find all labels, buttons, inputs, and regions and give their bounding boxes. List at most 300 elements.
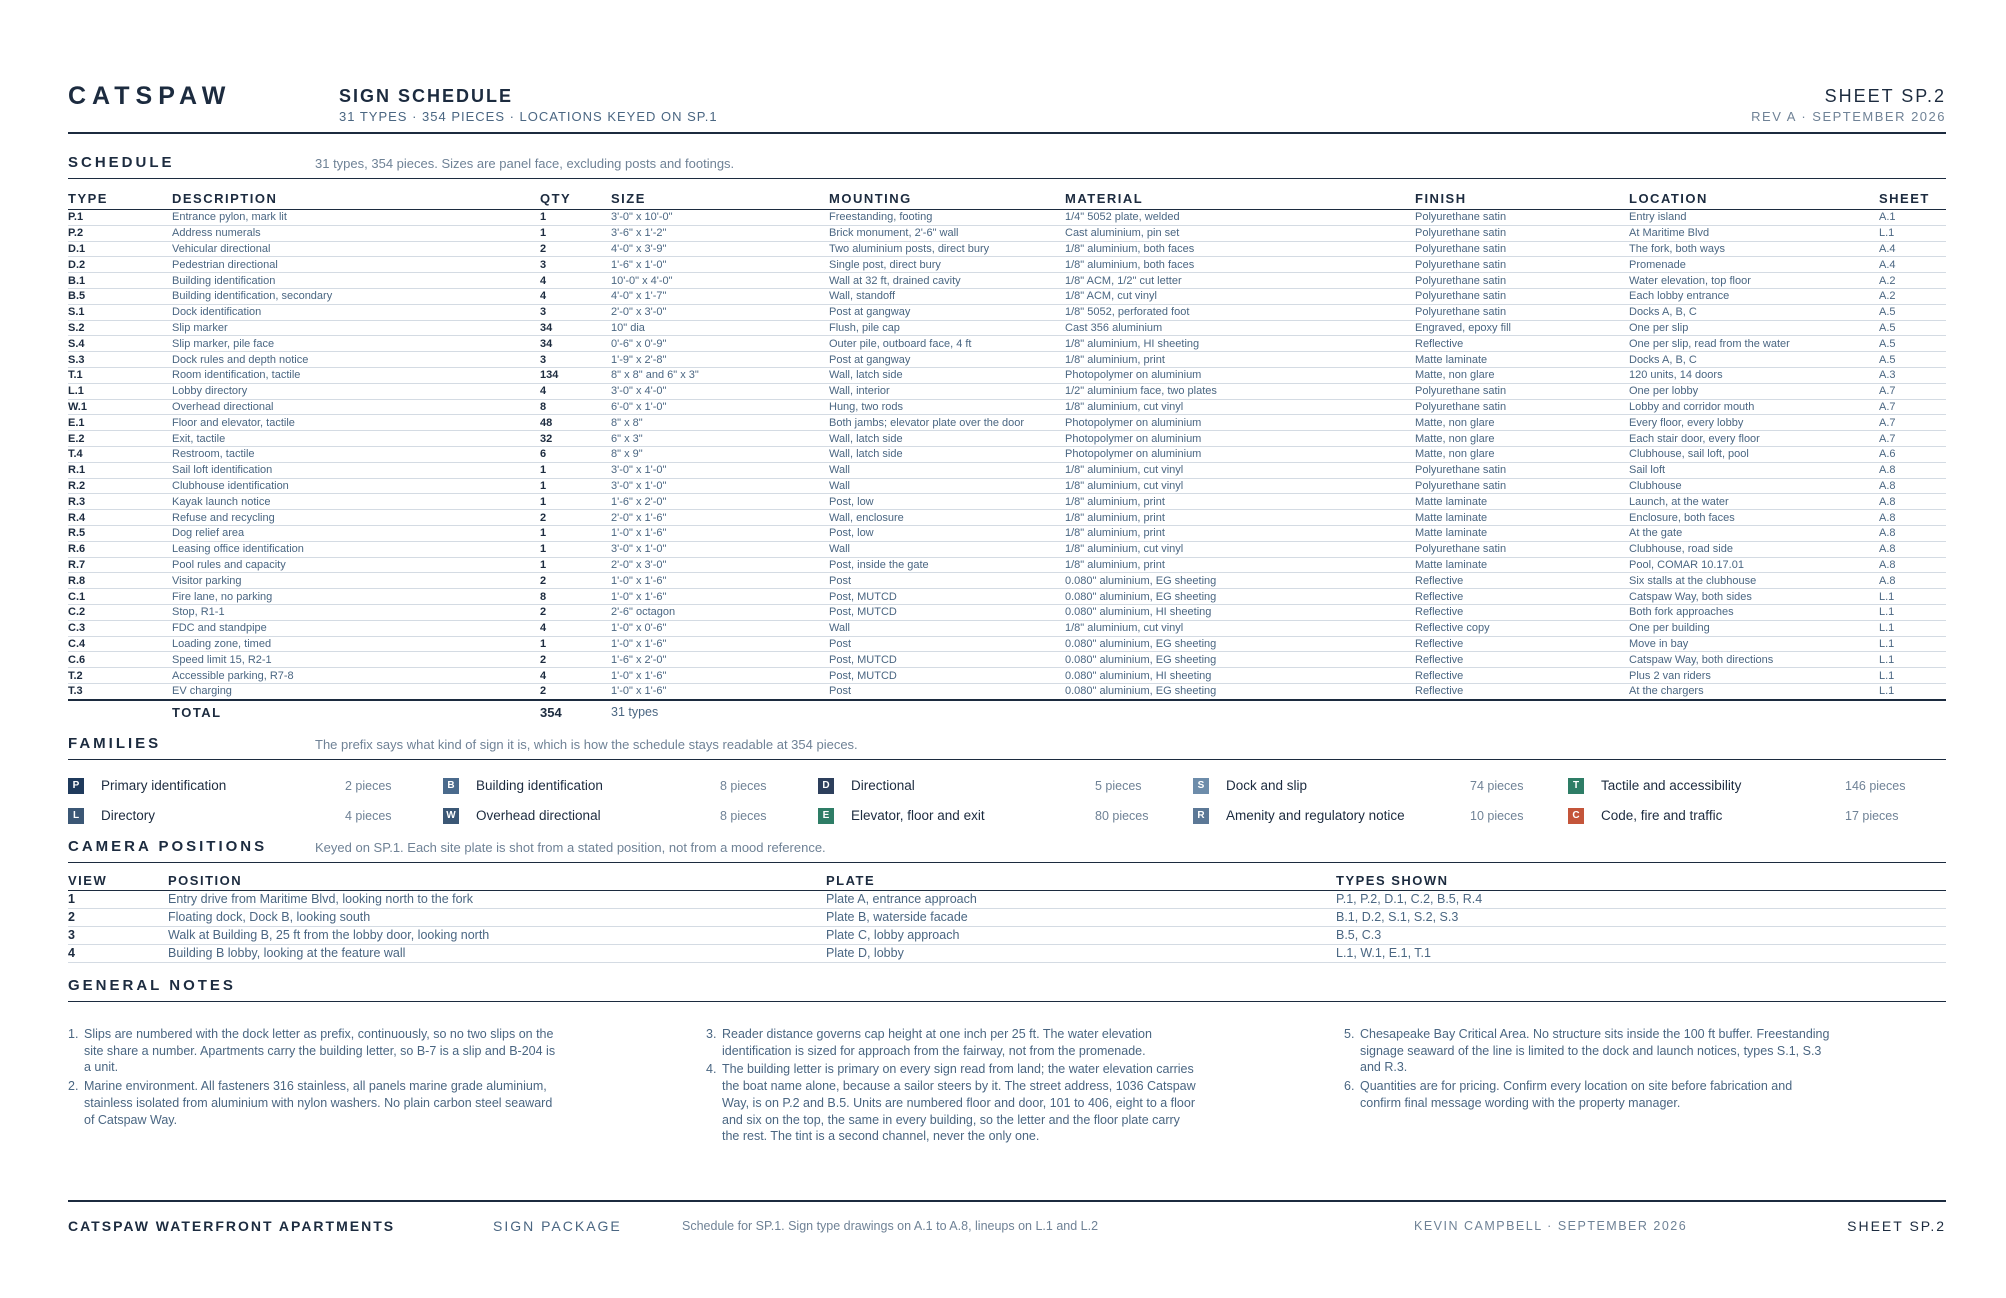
- description-cell: FDC and standpipe: [172, 620, 540, 636]
- table-row: [68, 399, 1946, 415]
- table-row: [68, 383, 1946, 399]
- type-code: T.4: [68, 448, 83, 461]
- table-row: [68, 478, 1946, 494]
- sheet-cell: A.8: [1879, 494, 1946, 510]
- camera-header: [68, 838, 1946, 862]
- table-row: [68, 320, 1946, 336]
- section-note: Keyed on SP.1. Each site plate is shot from a stated position, not from a mood reference.: [315, 839, 826, 855]
- type-code: E.2: [68, 432, 85, 445]
- mounting-cell: Post, MUTCD: [829, 604, 1065, 620]
- family-name: Directory: [101, 807, 156, 823]
- mounting-cell: Post at gangway: [829, 352, 1065, 368]
- notes-column: [1344, 1026, 1834, 1114]
- type-cell: [68, 573, 172, 589]
- type-code: T.2: [68, 669, 83, 682]
- size-cell: 1'-6" x 1'-0": [611, 257, 829, 273]
- qty-cell: 2: [540, 241, 611, 257]
- footer-author: KEVIN CAMPBELL · SEPTEMBER 2026: [1414, 1219, 1688, 1233]
- type-cell: [68, 510, 172, 526]
- table-row: [68, 604, 1946, 620]
- type-cell: [68, 589, 172, 605]
- column-header: PLATE: [826, 873, 1336, 891]
- sheet: [68, 82, 1946, 1216]
- column-header: VIEW: [68, 873, 168, 891]
- sheet-cell: A.5: [1879, 352, 1946, 368]
- table-row: [68, 926, 1946, 944]
- family-badge: L: [68, 808, 84, 824]
- material-cell: 0.080" aluminium, HI sheeting: [1065, 604, 1415, 620]
- family-badge: W: [443, 808, 459, 824]
- sheet-cell: A.7: [1879, 415, 1946, 431]
- table-row: [68, 415, 1946, 431]
- finish-cell: Matte laminate: [1415, 494, 1629, 510]
- camera-table: [68, 873, 1946, 963]
- location-cell: Clubhouse: [1629, 478, 1879, 494]
- table-row: [68, 288, 1946, 304]
- document-subtitle: 31 TYPES · 354 PIECES · LOCATIONS KEYED ON SP.1: [339, 109, 718, 124]
- finish-cell: Reflective: [1415, 573, 1629, 589]
- qty-cell: 134: [540, 367, 611, 383]
- mounting-cell: Wall, latch side: [829, 446, 1065, 462]
- finish-cell: Reflective: [1415, 668, 1629, 684]
- location-cell: Enclosure, both faces: [1629, 510, 1879, 526]
- finish-cell: Polyurethane satin: [1415, 462, 1629, 478]
- finish-cell: Reflective: [1415, 652, 1629, 668]
- table-row: [68, 944, 1946, 962]
- qty-cell: 2: [540, 683, 611, 699]
- location-cell: Pool, COMAR 10.17.01: [1629, 557, 1879, 573]
- note-item: [68, 1026, 558, 1076]
- table-row: [68, 683, 1946, 699]
- material-cell: 0.080" aluminium, EG sheeting: [1065, 636, 1415, 652]
- material-cell: 1/8" aluminium, cut vinyl: [1065, 620, 1415, 636]
- location-cell: Sail loft: [1629, 462, 1879, 478]
- size-cell: 2'-0" x 3'-0": [611, 557, 829, 573]
- family-count: 80 pieces: [1095, 808, 1149, 823]
- logo: CATSPAW: [68, 82, 232, 110]
- size-cell: 1'-0" x 1'-6": [611, 573, 829, 589]
- note-number: 4.: [706, 1062, 717, 1077]
- note-text: The building letter is primary on every sign read from land; the water elevation carries the boat name alone, because a sailor steers by it. The street address, 1036 Catspaw Way, is on P.2 and B.5. Units are numbered floor and door, 101 to 406, eight to a floor and six on the top, the same in every building, so the letter and the floor plate carry the rest. The tint is a second channel, never the only one.: [722, 1062, 1196, 1144]
- mounting-cell: Freestanding, footing: [829, 210, 1065, 226]
- note-text: Slips are numbered with the dock letter as prefix, continuously, so no two slips on the site share a number. Apartments carry the building letter, so B-7 is a slip and B-204 is a unit.: [84, 1026, 556, 1075]
- description-cell: Accessible parking, R7-8: [172, 668, 540, 684]
- type-cell: [68, 352, 172, 368]
- table-row: [68, 908, 1946, 926]
- size-cell: 8" x 8" and 6" x 3": [611, 367, 829, 383]
- description-cell: Loading zone, timed: [172, 636, 540, 652]
- table-row: [68, 225, 1946, 241]
- size-cell: 6'-0" x 1'-0": [611, 399, 829, 415]
- type-code: P.1: [68, 211, 84, 224]
- description-cell: Lobby directory: [172, 383, 540, 399]
- family-badge: P: [68, 778, 84, 794]
- size-cell: 1'-6" x 2'-0": [611, 652, 829, 668]
- table-row: [68, 620, 1946, 636]
- mounting-cell: Wall, latch side: [829, 367, 1065, 383]
- qty-cell: 3: [540, 257, 611, 273]
- description-cell: Fire lane, no parking: [172, 589, 540, 605]
- qty-cell: 2: [540, 652, 611, 668]
- size-cell: 1'-0" x 1'-6": [611, 668, 829, 684]
- material-cell: 1/8" aluminium, print: [1065, 494, 1415, 510]
- description-cell: Dog relief area: [172, 525, 540, 541]
- type-code: D.2: [68, 258, 86, 271]
- mounting-cell: Post: [829, 636, 1065, 652]
- location-cell: Docks A, B, C: [1629, 352, 1879, 368]
- type-cell: [68, 273, 172, 289]
- type-cell: [68, 257, 172, 273]
- material-cell: Photopolymer on aluminium: [1065, 415, 1415, 431]
- size-cell: 1'-0" x 1'-6": [611, 636, 829, 652]
- family-item: [1568, 778, 1938, 796]
- type-cell: [68, 399, 172, 415]
- mounting-cell: Post, inside the gate: [829, 557, 1065, 573]
- finish-cell: Matte laminate: [1415, 510, 1629, 526]
- column-header: TYPES SHOWN: [1336, 873, 1946, 891]
- finish-cell: Matte, non glare: [1415, 415, 1629, 431]
- family-name: Overhead directional: [476, 807, 601, 823]
- type-code: E.1: [68, 416, 85, 429]
- material-cell: 0.080" aluminium, EG sheeting: [1065, 573, 1415, 589]
- note-text: Reader distance governs cap height at one inch per 25 ft. The water elevation identification is sized for approach from the fairway, not from the promenade.: [722, 1026, 1152, 1058]
- family-item: [68, 808, 438, 826]
- sheet-cell: A.6: [1879, 446, 1946, 462]
- material-cell: Cast aluminium, pin set: [1065, 225, 1415, 241]
- family-count: 17 pieces: [1845, 808, 1899, 823]
- notes-column: [68, 1026, 558, 1131]
- table-row: [68, 431, 1946, 447]
- table-row: [68, 573, 1946, 589]
- finish-cell: Polyurethane satin: [1415, 225, 1629, 241]
- type-code: R.1: [68, 464, 86, 477]
- size-cell: 3'-0" x 1'-0": [611, 478, 829, 494]
- family-badge: E: [818, 808, 834, 824]
- family-name: Code, fire and traffic: [1601, 807, 1723, 823]
- type-cell: [68, 636, 172, 652]
- mounting-cell: Outer pile, outboard face, 4 ft: [829, 336, 1065, 352]
- description-cell: Pool rules and capacity: [172, 557, 540, 573]
- location-cell: One per slip, read from the water: [1629, 336, 1879, 352]
- location-cell: One per lobby: [1629, 383, 1879, 399]
- table-row: [68, 210, 1946, 226]
- type-cell: [68, 462, 172, 478]
- mounting-cell: Post, MUTCD: [829, 652, 1065, 668]
- type-code: T.1: [68, 369, 83, 382]
- location-cell: Move in bay: [1629, 636, 1879, 652]
- finish-cell: Matte laminate: [1415, 557, 1629, 573]
- family-badge: T: [1568, 778, 1584, 794]
- qty-cell: 3: [540, 352, 611, 368]
- camera-header-row: [68, 873, 1946, 891]
- family-badge: D: [818, 778, 834, 794]
- total-types: 31 types: [611, 704, 659, 719]
- mounting-cell: Post: [829, 683, 1065, 699]
- mounting-cell: Post: [829, 573, 1065, 589]
- finish-cell: Reflective: [1415, 589, 1629, 605]
- type-code: R.5: [68, 527, 86, 540]
- family-name: Primary identification: [101, 777, 227, 793]
- material-cell: 1/8" aluminium, HI sheeting: [1065, 336, 1415, 352]
- note-item: [706, 1061, 1196, 1145]
- column-header: QTY: [540, 191, 611, 210]
- family-badge: B: [443, 778, 459, 794]
- family-item: [1193, 808, 1563, 826]
- family-count: 8 pieces: [720, 778, 767, 793]
- family-count: 5 pieces: [1095, 778, 1142, 793]
- section-rule: [68, 1001, 1946, 1002]
- finish-cell: Engraved, epoxy fill: [1415, 320, 1629, 336]
- sheet-cell: A.8: [1879, 525, 1946, 541]
- material-cell: 1/8" aluminium, print: [1065, 525, 1415, 541]
- section-rule: [68, 862, 1946, 863]
- type-code: C.4: [68, 637, 86, 650]
- title-block: [68, 82, 1946, 132]
- location-cell: Every floor, every lobby: [1629, 415, 1879, 431]
- section-rule: [68, 759, 1946, 760]
- note-text: Marine environment. All fasteners 316 stainless, all panels marine grade aluminium, stainless isolated from aluminium with nylon washers. No plain carbon steel seaward of Catspaw Way.: [84, 1079, 553, 1127]
- type-cell: [68, 668, 172, 684]
- type-code: L.1: [68, 385, 84, 398]
- description-cell: EV charging: [172, 683, 540, 699]
- note-text: Quantities are for pricing. Confirm every location on site before fabrication and confirm final message wording with the property manager.: [1360, 1079, 1793, 1110]
- mounting-cell: Wall: [829, 478, 1065, 494]
- location-cell: Clubhouse, sail loft, pool: [1629, 446, 1879, 462]
- material-cell: 0.080" aluminium, HI sheeting: [1065, 668, 1415, 684]
- sheet-cell: L.1: [1879, 589, 1946, 605]
- view-cell: 2: [68, 908, 168, 926]
- location-cell: 120 units, 14 doors: [1629, 367, 1879, 383]
- sheet-cell: A.8: [1879, 462, 1946, 478]
- sheet-cell: A.2: [1879, 273, 1946, 289]
- mounting-cell: Wall at 32 ft, drained cavity: [829, 273, 1065, 289]
- section-note: 31 types, 354 pieces. Sizes are panel face, excluding posts and footings.: [315, 156, 735, 171]
- size-cell: 3'-0" x 4'-0": [611, 383, 829, 399]
- sheet-cell: L.1: [1879, 604, 1946, 620]
- qty-cell: 1: [540, 210, 611, 226]
- family-badge: C: [1568, 808, 1584, 824]
- mounting-cell: Post, low: [829, 494, 1065, 510]
- family-count: 146 pieces: [1845, 778, 1906, 793]
- qty-cell: 34: [540, 336, 611, 352]
- size-cell: 8" x 9": [611, 446, 829, 462]
- position-cell: Floating dock, Dock B, looking south: [168, 908, 826, 926]
- family-count: 74 pieces: [1470, 778, 1524, 793]
- type-cell: [68, 652, 172, 668]
- location-cell: Water elevation, top floor: [1629, 273, 1879, 289]
- column-header: POSITION: [168, 873, 826, 891]
- schedule-table: [68, 191, 1946, 701]
- size-cell: 10'-0" x 4'-0": [611, 273, 829, 289]
- mounting-cell: Wall: [829, 541, 1065, 557]
- size-cell: 8" x 8": [611, 415, 829, 431]
- finish-cell: Polyurethane satin: [1415, 541, 1629, 557]
- types-cell: B.5, C.3: [1336, 926, 1946, 944]
- type-cell: [68, 494, 172, 510]
- type-cell: [68, 446, 172, 462]
- mounting-cell: Hung, two rods: [829, 399, 1065, 415]
- qty-cell: 3: [540, 304, 611, 320]
- location-cell: Six stalls at the clubhouse: [1629, 573, 1879, 589]
- family-item: [1568, 808, 1938, 826]
- sheet-cell: L.1: [1879, 652, 1946, 668]
- type-code: P.2: [68, 227, 84, 240]
- table-row: [68, 367, 1946, 383]
- family-item: [1193, 778, 1563, 796]
- note-number: 6.: [1344, 1079, 1355, 1094]
- table-row: [68, 589, 1946, 605]
- type-code: C.6: [68, 653, 86, 666]
- size-cell: 1'-9" x 2'-8": [611, 352, 829, 368]
- sheet-cell: A.8: [1879, 541, 1946, 557]
- type-code: C.2: [68, 606, 86, 619]
- family-count: 4 pieces: [345, 808, 392, 823]
- type-cell: [68, 557, 172, 573]
- qty-cell: 1: [540, 557, 611, 573]
- size-cell: 2'-0" x 1'-6": [611, 510, 829, 526]
- view-cell: 4: [68, 944, 168, 962]
- qty-cell: 2: [540, 573, 611, 589]
- finish-cell: Polyurethane satin: [1415, 399, 1629, 415]
- family-name: Dock and slip: [1226, 777, 1308, 793]
- type-cell: [68, 383, 172, 399]
- position-cell: Walk at Building B, 25 ft from the lobby door, looking north: [168, 926, 826, 944]
- type-cell: [68, 336, 172, 352]
- description-cell: Slip marker, pile face: [172, 336, 540, 352]
- mounting-cell: Wall: [829, 462, 1065, 478]
- type-code: B.1: [68, 274, 86, 287]
- location-cell: At the gate: [1629, 525, 1879, 541]
- type-code: R.7: [68, 558, 86, 571]
- finish-cell: Polyurethane satin: [1415, 478, 1629, 494]
- type-cell: [68, 604, 172, 620]
- view-cell: 3: [68, 926, 168, 944]
- material-cell: 1/8" aluminium, cut vinyl: [1065, 462, 1415, 478]
- type-code: R.8: [68, 574, 86, 587]
- note-number: 2.: [68, 1079, 79, 1094]
- table-row: [68, 304, 1946, 320]
- mounting-cell: Both jambs; elevator plate over the door: [829, 415, 1065, 431]
- description-cell: Dock identification: [172, 304, 540, 320]
- description-cell: Leasing office identification: [172, 541, 540, 557]
- sheet-cell: A.5: [1879, 320, 1946, 336]
- qty-cell: 48: [540, 415, 611, 431]
- family-name: Building identification: [476, 777, 603, 793]
- sheet-cell: A.7: [1879, 431, 1946, 447]
- qty-cell: 8: [540, 589, 611, 605]
- mounting-cell: Wall, interior: [829, 383, 1065, 399]
- revision: REV A · SEPTEMBER 2026: [1751, 109, 1946, 124]
- size-cell: 1'-0" x 1'-6": [611, 589, 829, 605]
- column-header: SHEET: [1879, 191, 1946, 210]
- material-cell: 1/8" aluminium, both faces: [1065, 257, 1415, 273]
- family-item: [818, 808, 1188, 826]
- sheet-cell: A.4: [1879, 257, 1946, 273]
- material-cell: 1/8" aluminium, both faces: [1065, 241, 1415, 257]
- description-cell: Building identification: [172, 273, 540, 289]
- sheet-cell: L.1: [1879, 620, 1946, 636]
- qty-cell: 6: [540, 446, 611, 462]
- mounting-cell: Post, low: [829, 525, 1065, 541]
- type-code: W.1: [68, 400, 87, 413]
- type-code: R.3: [68, 495, 86, 508]
- camera-body: [68, 890, 1946, 962]
- table-row: [68, 446, 1946, 462]
- view-cell: 1: [68, 890, 168, 908]
- qty-cell: 4: [540, 620, 611, 636]
- column-header: SIZE: [611, 191, 829, 210]
- location-cell: Promenade: [1629, 257, 1879, 273]
- finish-cell: Reflective: [1415, 683, 1629, 699]
- table-row: [68, 336, 1946, 352]
- table-row: [68, 273, 1946, 289]
- type-cell: [68, 431, 172, 447]
- mounting-cell: Two aluminium posts, direct bury: [829, 241, 1065, 257]
- type-code: S.4: [68, 337, 85, 350]
- footer-description: Schedule for SP.1. Sign type drawings on A.1 to A.8, lineups on L.1 and L.2: [682, 1219, 1099, 1233]
- type-code: R.2: [68, 479, 86, 492]
- size-cell: 2'-0" x 3'-0": [611, 304, 829, 320]
- description-cell: Building identification, secondary: [172, 288, 540, 304]
- section-title: CAMERA POSITIONS: [68, 837, 268, 855]
- type-cell: [68, 478, 172, 494]
- type-code: D.1: [68, 242, 86, 255]
- family-item: [818, 778, 1188, 796]
- sheet-cell: L.1: [1879, 225, 1946, 241]
- note-item: [68, 1078, 558, 1128]
- description-cell: Floor and elevator, tactile: [172, 415, 540, 431]
- sheet-cell: A.7: [1879, 383, 1946, 399]
- column-header: LOCATION: [1629, 191, 1879, 210]
- qty-cell: 34: [540, 320, 611, 336]
- location-cell: Each lobby entrance: [1629, 288, 1879, 304]
- type-cell: [68, 241, 172, 257]
- location-cell: Catspaw Way, both directions: [1629, 652, 1879, 668]
- sheet-cell: A.8: [1879, 478, 1946, 494]
- table-row: [68, 890, 1946, 908]
- description-cell: Entrance pylon, mark lit: [172, 210, 540, 226]
- family-name: Tactile and accessibility: [1601, 777, 1742, 793]
- family-badge: S: [1193, 778, 1209, 794]
- types-cell: B.1, D.2, S.1, S.2, S.3: [1336, 908, 1946, 926]
- types-cell: P.1, P.2, D.1, C.2, B.5, R.4: [1336, 890, 1946, 908]
- families-header: [68, 735, 1946, 759]
- size-cell: 2'-6" octagon: [611, 604, 829, 620]
- qty-cell: 1: [540, 225, 611, 241]
- table-row: [68, 257, 1946, 273]
- size-cell: 3'-0" x 10'-0": [611, 210, 829, 226]
- type-code: S.3: [68, 353, 85, 366]
- finish-cell: Polyurethane satin: [1415, 288, 1629, 304]
- mounting-cell: Post at gangway: [829, 304, 1065, 320]
- description-cell: Stop, R1-1: [172, 604, 540, 620]
- family-name: Directional: [851, 777, 915, 793]
- qty-cell: 1: [540, 478, 611, 494]
- mounting-cell: Wall, latch side: [829, 431, 1065, 447]
- plate-cell: Plate B, waterside facade: [826, 908, 1336, 926]
- mounting-cell: Post, MUTCD: [829, 589, 1065, 605]
- size-cell: 1'-6" x 2'-0": [611, 494, 829, 510]
- location-cell: At Maritime Blvd: [1629, 225, 1879, 241]
- schedule-body: [68, 210, 1946, 700]
- qty-cell: 2: [540, 604, 611, 620]
- sheet-cell: A.5: [1879, 336, 1946, 352]
- family-count: 2 pieces: [345, 778, 392, 793]
- column-header: DESCRIPTION: [172, 191, 540, 210]
- table-row: [68, 494, 1946, 510]
- column-header: FINISH: [1415, 191, 1629, 210]
- mounting-cell: Post, MUTCD: [829, 668, 1065, 684]
